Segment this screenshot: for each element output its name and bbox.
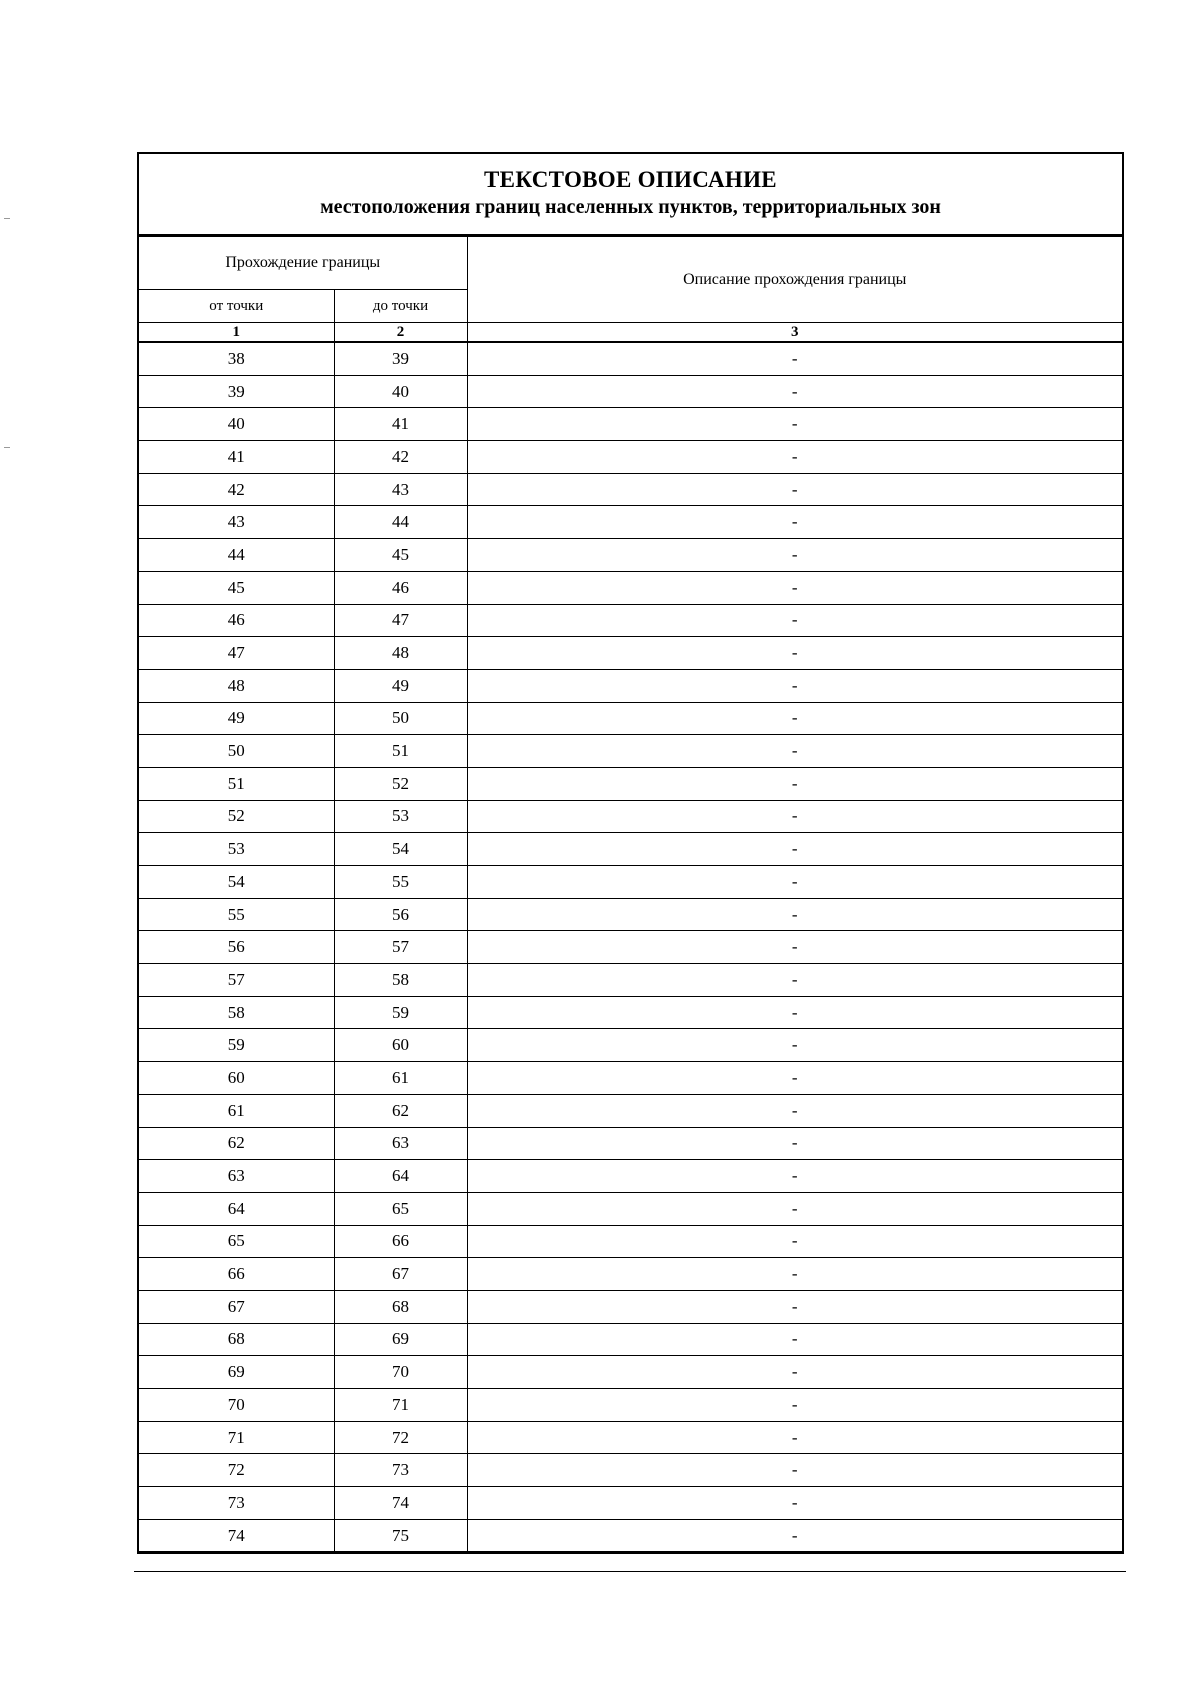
column-number: 1 — [139, 323, 334, 343]
description-cell: - — [467, 1290, 1122, 1323]
to-point-cell: 68 — [334, 1290, 467, 1323]
from-point-cell: 70 — [139, 1389, 334, 1422]
table-row — [139, 1094, 1122, 1127]
to-point-cell: 53 — [334, 800, 467, 833]
description-cell: - — [467, 833, 1122, 866]
description-cell: - — [467, 1029, 1122, 1062]
table-row — [139, 1323, 1122, 1356]
description-cell: - — [467, 1127, 1122, 1160]
from-point-cell: 74 — [139, 1519, 334, 1552]
to-point-cell: 67 — [334, 1258, 467, 1291]
from-point-cell: 71 — [139, 1421, 334, 1454]
description-cell: - — [467, 669, 1122, 702]
from-point-cell: 41 — [139, 441, 334, 474]
table-row — [139, 767, 1122, 800]
to-point-cell: 65 — [334, 1192, 467, 1225]
document-subtitle: местоположения границ населенных пунктов, территориальных зон — [320, 196, 941, 218]
to-point-cell: 73 — [334, 1454, 467, 1487]
to-point-cell: 43 — [334, 473, 467, 506]
description-cell: - — [467, 1225, 1122, 1258]
from-point-cell: 60 — [139, 1062, 334, 1095]
to-point-cell: 57 — [334, 931, 467, 964]
description-cell: - — [467, 408, 1122, 441]
from-point-cell: 48 — [139, 669, 334, 702]
table-row — [139, 342, 1122, 375]
to-point-cell: 66 — [334, 1225, 467, 1258]
description-cell: - — [467, 1323, 1122, 1356]
from-point-cell: 65 — [139, 1225, 334, 1258]
to-point-cell: 42 — [334, 441, 467, 474]
description-cell: - — [467, 1062, 1122, 1095]
description-cell: - — [467, 473, 1122, 506]
description-cell: - — [467, 342, 1122, 375]
to-point-cell: 55 — [334, 866, 467, 899]
from-point-cell: 53 — [139, 833, 334, 866]
description-cell: - — [467, 637, 1122, 670]
table-row — [139, 408, 1122, 441]
to-point-cell: 62 — [334, 1094, 467, 1127]
table-body — [139, 342, 1122, 1552]
description-cell: - — [467, 604, 1122, 637]
table-row — [139, 1029, 1122, 1062]
table-row — [139, 441, 1122, 474]
to-point-cell: 52 — [334, 767, 467, 800]
table-row — [139, 539, 1122, 572]
from-point-cell: 72 — [139, 1454, 334, 1487]
table-row — [139, 473, 1122, 506]
description-cell: - — [467, 898, 1122, 931]
table-row — [139, 866, 1122, 899]
table-row — [139, 604, 1122, 637]
to-point-cell: 54 — [334, 833, 467, 866]
table-row — [139, 833, 1122, 866]
table-row — [139, 964, 1122, 997]
table-row — [139, 1519, 1122, 1552]
description-cell: - — [467, 964, 1122, 997]
table-row — [139, 1192, 1122, 1225]
table-row — [139, 1127, 1122, 1160]
to-point-cell: 75 — [334, 1519, 467, 1552]
to-point-cell: 48 — [334, 637, 467, 670]
column-number: 2 — [334, 323, 467, 343]
to-point-cell: 72 — [334, 1421, 467, 1454]
from-point-cell: 55 — [139, 898, 334, 931]
from-point-cell: 42 — [139, 473, 334, 506]
from-point-cell: 47 — [139, 637, 334, 670]
table-row — [139, 1421, 1122, 1454]
table-row — [139, 1258, 1122, 1291]
to-point-cell: 49 — [334, 669, 467, 702]
from-point-cell: 43 — [139, 506, 334, 539]
from-point-cell: 46 — [139, 604, 334, 637]
table-row — [139, 1356, 1122, 1389]
description-cell: - — [467, 1094, 1122, 1127]
description-cell: - — [467, 539, 1122, 572]
table-row — [139, 375, 1122, 408]
from-point-cell: 66 — [139, 1258, 334, 1291]
from-point-cell: 40 — [139, 408, 334, 441]
to-point-cell: 64 — [334, 1160, 467, 1193]
table-row — [139, 1160, 1122, 1193]
description-cell: - — [467, 1356, 1122, 1389]
table-row — [139, 506, 1122, 539]
table-row — [139, 637, 1122, 670]
table-row — [139, 735, 1122, 768]
from-point-cell: 49 — [139, 702, 334, 735]
document-title: ТЕКСТОВОЕ ОПИСАНИЕ — [484, 167, 777, 192]
to-point-cell: 39 — [334, 342, 467, 375]
table-row — [139, 898, 1122, 931]
description-cell: - — [467, 800, 1122, 833]
description-cell: - — [467, 1421, 1122, 1454]
scan-margin-mark — [4, 218, 10, 219]
description-cell: - — [467, 1160, 1122, 1193]
to-point-cell: 61 — [334, 1062, 467, 1095]
to-point-cell: 41 — [334, 408, 467, 441]
table-row — [139, 800, 1122, 833]
from-point-cell: 39 — [139, 375, 334, 408]
description-cell: - — [467, 931, 1122, 964]
from-point-cell: 52 — [139, 800, 334, 833]
description-cell: - — [467, 375, 1122, 408]
from-point-cell: 50 — [139, 735, 334, 768]
from-point-column-header: от точки — [139, 290, 334, 323]
from-point-cell: 68 — [139, 1323, 334, 1356]
description-cell: - — [467, 441, 1122, 474]
bottom-border-line — [134, 1571, 1126, 1572]
description-cell: - — [467, 1389, 1122, 1422]
from-point-cell: 73 — [139, 1487, 334, 1520]
to-point-cell: 58 — [334, 964, 467, 997]
description-column-header: Описание прохождения границы — [467, 237, 1122, 323]
description-cell: - — [467, 1487, 1122, 1520]
to-point-cell: 70 — [334, 1356, 467, 1389]
description-cell: - — [467, 702, 1122, 735]
boundary-description-form — [137, 152, 1124, 1554]
column-group-header: Прохождение границы — [139, 237, 467, 290]
description-cell: - — [467, 735, 1122, 768]
table-row — [139, 1225, 1122, 1258]
table-row — [139, 1389, 1122, 1422]
description-cell: - — [467, 1192, 1122, 1225]
description-cell: - — [467, 506, 1122, 539]
to-point-cell: 71 — [334, 1389, 467, 1422]
from-point-cell: 69 — [139, 1356, 334, 1389]
from-point-cell: 64 — [139, 1192, 334, 1225]
table-row — [139, 1487, 1122, 1520]
to-point-cell: 56 — [334, 898, 467, 931]
from-point-cell: 56 — [139, 931, 334, 964]
scan-margin-mark — [4, 447, 10, 448]
from-point-cell: 61 — [139, 1094, 334, 1127]
table-row — [139, 702, 1122, 735]
description-cell: - — [467, 1258, 1122, 1291]
table-row — [139, 931, 1122, 964]
to-point-cell: 44 — [334, 506, 467, 539]
table-row — [139, 571, 1122, 604]
from-point-cell: 54 — [139, 866, 334, 899]
from-point-cell: 62 — [139, 1127, 334, 1160]
to-point-cell: 46 — [334, 571, 467, 604]
from-point-cell: 45 — [139, 571, 334, 604]
to-point-column-header: до точки — [334, 290, 467, 323]
to-point-cell: 63 — [334, 1127, 467, 1160]
description-cell: - — [467, 767, 1122, 800]
from-point-cell: 51 — [139, 767, 334, 800]
to-point-cell: 40 — [334, 375, 467, 408]
document-header — [139, 154, 1122, 236]
table-row — [139, 1062, 1122, 1095]
to-point-cell: 69 — [334, 1323, 467, 1356]
from-point-cell: 59 — [139, 1029, 334, 1062]
to-point-cell: 51 — [334, 735, 467, 768]
description-cell: - — [467, 1519, 1122, 1552]
table-row — [139, 996, 1122, 1029]
to-point-cell: 50 — [334, 702, 467, 735]
to-point-cell: 47 — [334, 604, 467, 637]
to-point-cell: 60 — [334, 1029, 467, 1062]
from-point-cell: 57 — [139, 964, 334, 997]
description-cell: - — [467, 996, 1122, 1029]
from-point-cell: 67 — [139, 1290, 334, 1323]
from-point-cell: 63 — [139, 1160, 334, 1193]
from-point-cell: 58 — [139, 996, 334, 1029]
from-point-cell: 38 — [139, 342, 334, 375]
from-point-cell: 44 — [139, 539, 334, 572]
table-row — [139, 1454, 1122, 1487]
description-cell: - — [467, 571, 1122, 604]
boundary-table — [139, 236, 1122, 1552]
description-cell: - — [467, 1454, 1122, 1487]
table-row — [139, 1290, 1122, 1323]
column-number: 3 — [467, 323, 1122, 343]
to-point-cell: 59 — [334, 996, 467, 1029]
description-cell: - — [467, 866, 1122, 899]
to-point-cell: 45 — [334, 539, 467, 572]
table-row — [139, 669, 1122, 702]
to-point-cell: 74 — [334, 1487, 467, 1520]
